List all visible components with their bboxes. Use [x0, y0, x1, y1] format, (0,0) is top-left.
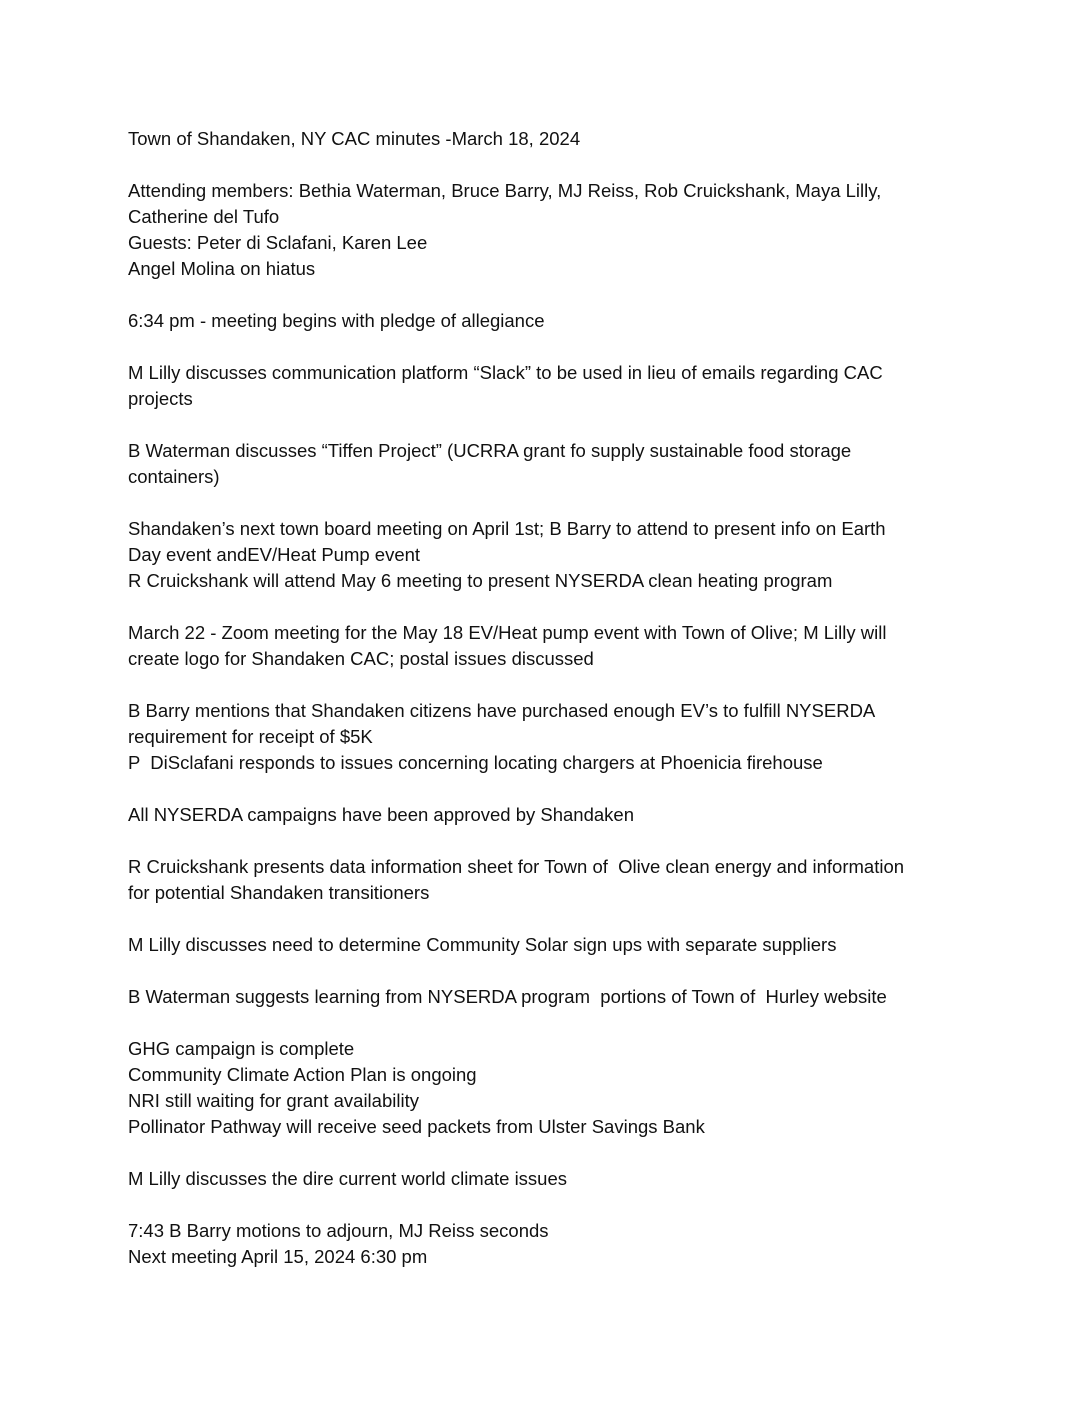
minutes-document: [128, 126, 1028, 1296]
minutes-line: Pollinator Pathway will receive seed packets from Ulster Savings Bank: [128, 1116, 705, 1137]
minutes-paragraph: [128, 932, 1028, 958]
minutes-paragraph: [128, 1166, 1028, 1192]
minutes-line: for potential Shandaken transitioners: [128, 882, 430, 903]
minutes-line: All NYSERDA campaigns have been approved by Shandaken: [128, 804, 634, 825]
minutes-paragraph: [128, 360, 1028, 412]
minutes-line: Next meeting April 15, 2024 6:30 pm: [128, 1246, 428, 1267]
minutes-paragraph: [128, 620, 1028, 672]
minutes-paragraph: [128, 698, 1028, 776]
minutes-paragraph: [128, 308, 1028, 334]
minutes-paragraph: [128, 1036, 1028, 1140]
minutes-line: M Lilly discusses the dire current world climate issues: [128, 1168, 568, 1189]
minutes-line: P DiSclafani responds to issues concerning locating chargers at Phoenicia firehouse: [128, 752, 823, 773]
minutes-line: Angel Molina on hiatus: [128, 258, 316, 279]
minutes-paragraph: [128, 178, 1028, 282]
minutes-line: Shandaken’s next town board meeting on April 1st; B Barry to attend to present info on Earth: [128, 518, 886, 539]
minutes-line: NRI still waiting for grant availability: [128, 1090, 419, 1111]
minutes-line: March 22 - Zoom meeting for the May 18 EV/Heat pump event with Town of Olive; M Lilly will: [128, 622, 887, 643]
minutes-paragraph: [128, 854, 1028, 906]
minutes-line: GHG campaign is complete: [128, 1038, 355, 1059]
minutes-line: B Barry mentions that Shandaken citizens have purchased enough EV’s to fulfill NYSERDA: [128, 700, 876, 721]
minutes-line: Attending members: Bethia Waterman, Bruce Barry, MJ Reiss, Rob Cruickshank, Maya Lilly,: [128, 180, 882, 201]
minutes-line: create logo for Shandaken CAC; postal issues discussed: [128, 648, 594, 669]
document-title-block: [128, 126, 1028, 152]
minutes-line: Guests: Peter di Sclafani, Karen Lee: [128, 232, 428, 253]
minutes-line: R Cruickshank presents data information sheet for Town of Olive clean energy and information: [128, 856, 905, 877]
minutes-line: R Cruickshank will attend May 6 meeting to present NYSERDA clean heating program: [128, 570, 833, 591]
minutes-line: M Lilly discusses communication platform “Slack” to be used in lieu of emails regarding CAC: [128, 362, 883, 383]
document-title: Town of Shandaken, NY CAC minutes -March 18, 2024: [128, 128, 581, 149]
minutes-line: M Lilly discusses need to determine Community Solar sign ups with separate suppliers: [128, 934, 837, 955]
minutes-line: Community Climate Action Plan is ongoing: [128, 1064, 477, 1085]
minutes-paragraph: [128, 1218, 1028, 1270]
minutes-paragraph: [128, 984, 1028, 1010]
minutes-line: requirement for receipt of $5K: [128, 726, 373, 747]
minutes-line: 7:43 B Barry motions to adjourn, MJ Reiss seconds: [128, 1220, 549, 1241]
minutes-line: Day event andEV/Heat Pump event: [128, 544, 421, 565]
minutes-body: [128, 178, 1028, 1270]
minutes-line: Catherine del Tufo: [128, 206, 280, 227]
minutes-line: B Waterman discusses “Tiffen Project” (UCRRA grant fo supply sustainable food storage: [128, 440, 852, 461]
minutes-paragraph: [128, 438, 1028, 490]
minutes-line: projects: [128, 388, 193, 409]
minutes-line: B Waterman suggests learning from NYSERDA program portions of Town of Hurley website: [128, 986, 887, 1007]
minutes-line: 6:34 pm - meeting begins with pledge of allegiance: [128, 310, 545, 331]
minutes-paragraph: [128, 802, 1028, 828]
minutes-line: containers): [128, 466, 220, 487]
minutes-paragraph: [128, 516, 1028, 594]
